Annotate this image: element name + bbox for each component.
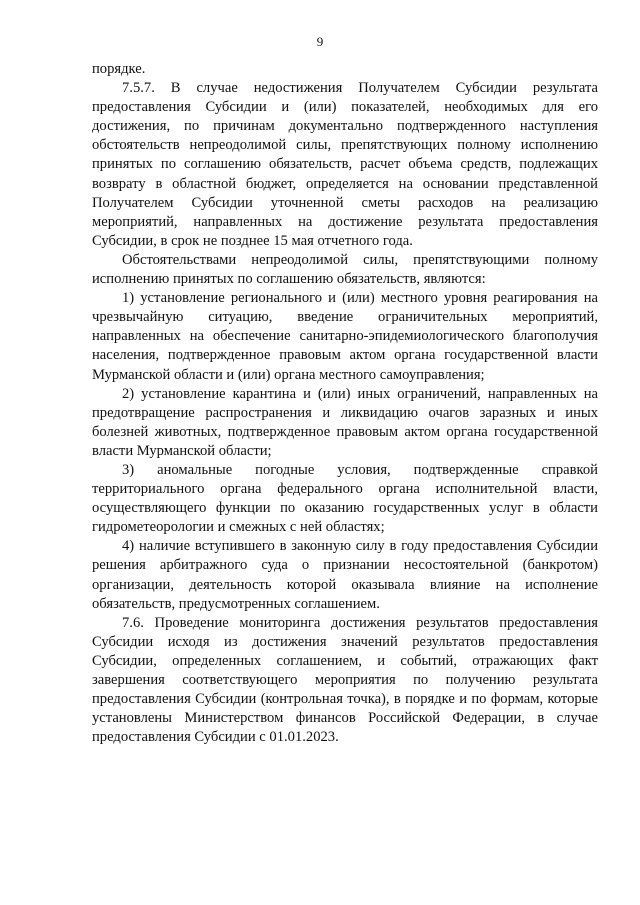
paragraph-7-5-7: 7.5.7. В случае недостижения Получателем Субсидии результата предоставления Субсидии и (или) показателей, необходимых для его достижения, по причинам документально подтвержденного наступления обстоятельств непреодолимой силы, препятствующих полному исполнению принятых по соглашению обязательств, расчет объема средств, подлежащих возврату в областной бюджет, определяется на основании представленной Получателем Субсидии уточненной сметы расходов на реализацию мероприятий, направленных на достижение результата предоставления Субсидии, в срок не позднее 15 мая отчетного года. xyxy=(92,80,598,249)
list-item-2: 2) установление карантина и (или) иных ограничений, направленных на предотвращение распространения и ликвидацию очагов заразных и иных болезней животных, подтвержденное правовым актом органа государственной власти Мурманской области; xyxy=(92,385,598,459)
list-item-1: 1) установление регионального и (или) местного уровня реагирования на чрезвычайную ситуацию, введение ограничительных мероприятий, направленных на обеспечение санитарно-эпидемиологического благополучия населения, подтвержденное правовым актом органа государственной власти Мурманской области и (или) органа местного самоуправления; xyxy=(92,290,598,383)
list-item-3: 3) аномальные погодные условия, подтвержденные справкой территориального органа федерального органа исполнительной власти, осуществляющего функции по оказанию государственных услуг в области гидрометеорологии и смежных с ней областях; xyxy=(92,461,598,536)
page-number: 9 xyxy=(316,34,324,49)
paragraph-7-6: 7.6. Проведение мониторинга достижения результатов предоставления Субсидии исходя из достижения значений результатов предоставления Субсидии, определенных соглашением, и событий, отражающих факт завершения соответствующего мероприятия по получению результата предоставления Субсидии (контрольная точка), в порядке и по формам, которые установлены Министерством финансов Российской Федерации, в случае предоставления Субсидии с 01.01.2023. xyxy=(92,614,598,746)
list-item-4: 4) наличие вступившего в законную силу в году предоставления Субсидии решения арбитражного суда о признании несостоятельной (банкротом) организации, деятельность которой оказывала влияние на исполнение обязательств, предусмотренных соглашением. xyxy=(92,538,598,612)
paragraph-force-majeure-intro: Обстоятельствами непреодолимой силы, препятствующими полному исполнению принятых по соглашению обязательств, являются: xyxy=(92,251,598,288)
paragraph-continuation: порядке. xyxy=(92,61,146,77)
document-body xyxy=(92,60,598,747)
